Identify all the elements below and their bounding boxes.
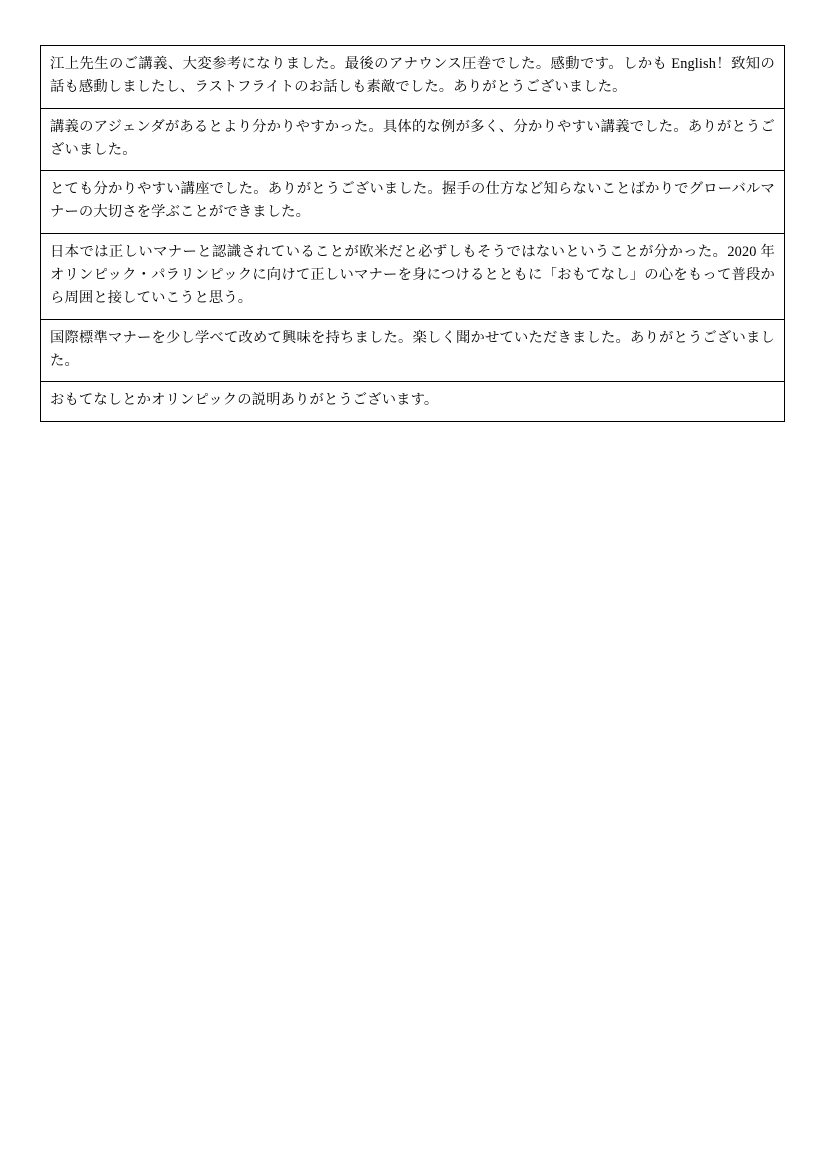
comment-text: 講義のアジェンダがあるとより分かりやすかった。具体的な例が多く、分かりやすい講義でした。ありがとうございました。 bbox=[50, 118, 775, 158]
comment-text: とても分かりやすい講座でした。ありがとうございました。握手の仕方など知らないことばかりでグローバルマナーの大切さを学ぶことができました。 bbox=[50, 181, 775, 221]
table-row bbox=[41, 108, 785, 171]
comment-table-body bbox=[41, 46, 785, 422]
comment-text: おもてなしとかオリンピックの説明ありがとうございます。 bbox=[50, 392, 439, 409]
table-cell bbox=[41, 233, 785, 319]
table-row bbox=[41, 171, 785, 234]
table-cell bbox=[41, 382, 785, 421]
table-cell bbox=[41, 46, 785, 109]
comment-text: 日本では正しいマナーと認識されていることが欧米だと必ずしもそうではないということが分かった。2020 年オリンピック・パラリンピックに向けて正しいマナーを身につけるとともに「おもてなし」の心をもって普段から周囲と接していこうと思う。 bbox=[50, 243, 775, 307]
table-row bbox=[41, 46, 785, 109]
table-row bbox=[41, 233, 785, 319]
comment-table bbox=[40, 45, 785, 422]
table-row bbox=[41, 382, 785, 421]
comment-text: 国際標準マナーを少し学べて改めて興味を持ちました。楽しく聞かせていただきました。ありがとうございました。 bbox=[50, 329, 775, 369]
table-cell bbox=[41, 108, 785, 171]
table-row bbox=[41, 319, 785, 382]
table-cell bbox=[41, 171, 785, 234]
table-cell bbox=[41, 319, 785, 382]
comment-text: 江上先生のご講義、大変参考になりました。最後のアナウンス圧巻でした。感動です。しかも English！致知の話も感動しましたし、ラストフライトのお話しも素敵でした。ありがとうございました。 bbox=[50, 56, 775, 96]
